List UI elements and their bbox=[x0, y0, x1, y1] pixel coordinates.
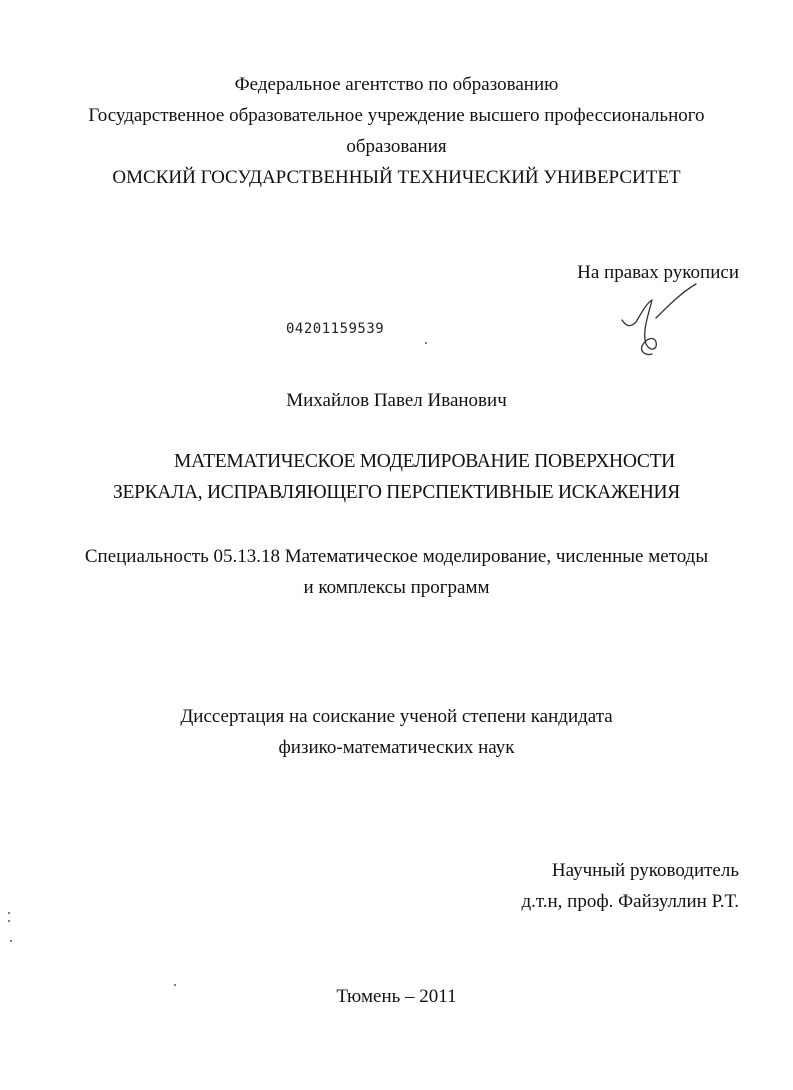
supervisor-name: д.т.н, проф. Файзуллин Р.Т. bbox=[521, 891, 739, 912]
agency-line: Федеральное агентство по образованию bbox=[234, 74, 559, 95]
place-year: Тюмень – 2011 bbox=[336, 986, 457, 1007]
institution-line-1: Государственное образовательное учреждение высшего профессионального bbox=[88, 105, 705, 126]
supervisor-label: Научный руководитель bbox=[551, 860, 739, 881]
university-name: ОМСКИЙ ГОСУДАРСТВЕННЫЙ ТЕХНИЧЕСКИЙ УНИВЕРСИТЕТ bbox=[112, 167, 681, 188]
thesis-title-line-1: МАТЕМАТИЧЕСКОЕ МОДЕЛИРОВАНИЕ ПОВЕРХНОСТИ bbox=[174, 451, 675, 472]
author-name: Михайлов Павел Иванович bbox=[286, 390, 507, 411]
degree-line-1: Диссертация на соискание ученой степени кандидата bbox=[180, 706, 613, 727]
institution-line-2: образования bbox=[346, 136, 447, 157]
scan-speck bbox=[8, 920, 10, 922]
thesis-title-line-2: ЗЕРКАЛА, ИСПРАВЛЯЮЩЕГО ПЕРСПЕКТИВНЫЕ ИСКАЖЕНИЯ bbox=[112, 482, 681, 503]
specialty-line-2: и комплексы программ bbox=[303, 577, 490, 598]
signature-icon bbox=[612, 282, 712, 362]
scan-speck bbox=[8, 912, 10, 914]
scan-speck bbox=[10, 940, 12, 942]
scan-speck bbox=[425, 342, 427, 344]
registration-stamp: 04201159539 bbox=[286, 321, 385, 337]
manuscript-rights: На правах рукописи bbox=[577, 262, 739, 283]
degree-line-2: физико-математических наук bbox=[278, 737, 515, 758]
specialty-line-1: Специальность 05.13.18 Математическое моделирование, численные методы bbox=[84, 546, 709, 567]
